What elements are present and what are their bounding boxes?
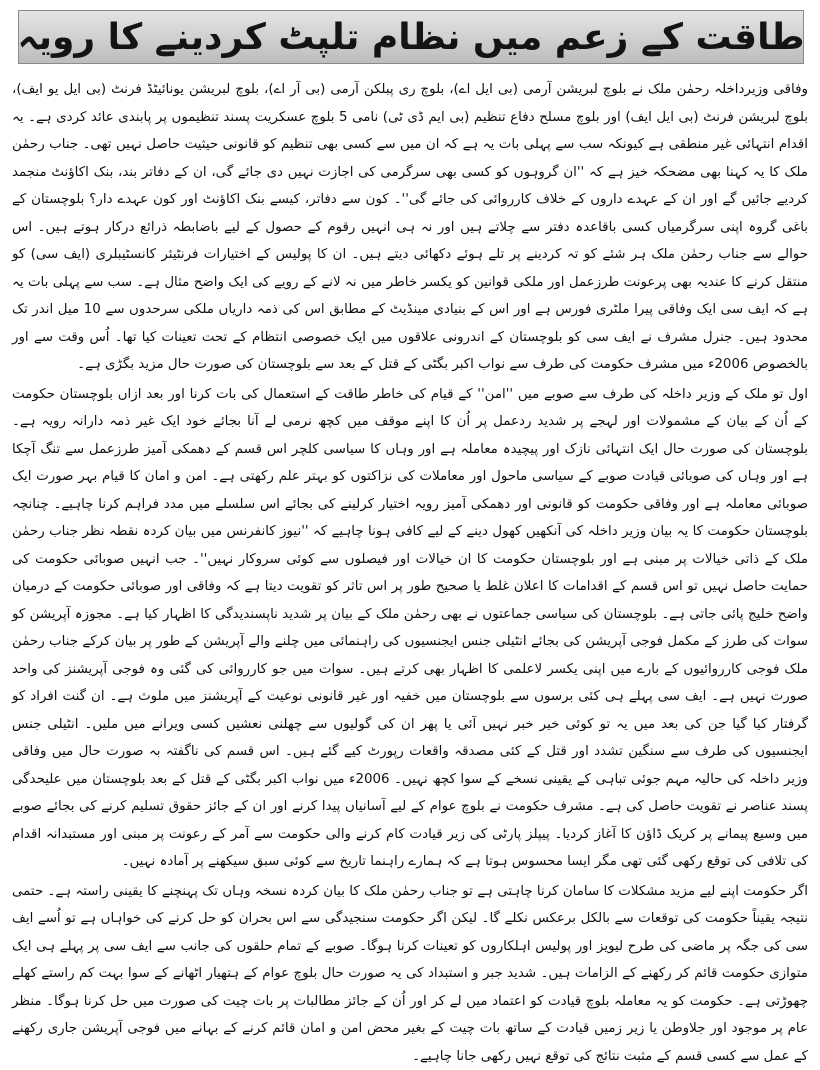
headline: طاقت کے زعم میں نظام تلپٹ کردینے کا رویہ <box>17 17 804 58</box>
paragraph: اگر حکومت اپنے لیے مزید مشکلات کا سامان کرنا چاہتی ہے تو جناب رحمٰن ملک کا بیان کردہ نسخہ وہاں تک پہنچنے کا یقینی راستہ ہے۔ حتمی نتیجہ یقیناً حکومت کی توقعات سے بالکل برعکس نکلے گا۔ لیکن اگر حکومت سنجیدگی سے اس بحران کو حل کرنے کی خواہاں ہے تو اُسے ایف سی کی جگہ پر ماضی کی طرح لیویز اور پولیس اہلکاروں کو تعینات کرنا ہوگا۔ صوبے کے تمام حلقوں کی جانب سے ایف سی پر پہلے ہی ایک متوازی حکومت قائم کر رکھنے کے الزامات ہیں۔ شدید جبر و استبداد کی یہ صورت حال بلوچ عوام کے ہتھیار اٹھانے کے سوا بہت کم راستے کھلے چھوڑتی ہے۔ حکومت کو یہ معاملہ بلوچ قیادت کو اعتماد میں لے کر اور اُن کے جائز مطالبات پر بات چیت کی صورت میں حل کرنا ہوگا۔ منظر عام پر موجود اور جلاوطن یا زیر زمیں قیادت کے ساتھ بات چیت کے بغیر محض امن و امان قائم کرنے کے بہانے میں فوجی آپریشن جاری رکھنے کے عمل سے کسی قسم کے مثبت نتائج کی توقع نہیں رکھی جانا چاہیے۔ <box>12 878 808 1070</box>
paragraph: اول تو ملک کے وزیر داخلہ کی طرف سے صوبے میں ''امن'' کے قیام کی خاطر طاقت کے استعمال کی بات کرنا اور بعد ازاں بلوچستان حکومت کے اُن کے بیان کے مشمولات اور لہجے پر شدید ردعمل پر اُن کا اپنے موقف میں کچھ نرمی لے آنا بجائے خود ایک غیر ذمہ دارانہ رویہ ہے۔ بلوچستان کی صورت حال ایک انتہائی نازک اور پیچیدہ معاملہ ہے اور وہاں کا سیاسی کلچر اس قسم کے دھمکی آمیز طرزعمل سے تنگ آچکا ہے اور وہاں کی صوبائی قیادت صوبے کے سیاسی ماحول اور معاملات کی نزاکتوں کو بہتر علم رکھتی ہے۔ امن و امان کا قیام بہر صورت ایک صوبائی معاملہ ہے اور وفاقی حکومت کو قانونی اور دھمکی آمیز رویہ اختیار کرلینے کی بجائے اس سلسلے میں مدد فراہم کرنا چاہیے۔ چنانچہ بلوچستان حکومت کا یہ بیان وزیر داخلہ کی آنکھیں کھول دینے کے لیے کافی ہونا چاہیے کہ ''نیوز کانفرنس میں بیان کردہ نقطہ نظر جناب رحمٰن ملک کے ذاتی خیالات پر مبنی ہے اور بلوچستان حکومت کا ان خیالات اور فیصلوں سے کوئی سروکار نہیں''۔ جب انہیں صوبائی حکومت کی حمایت حاصل نہیں تو اس قسم کے اقدامات کا اعلان غلط یا صحیح طور پر اس تاثر کو تقویت دیتا ہے کہ وفاقی اور صوبائی حکومت کے درمیان واضح خلیج پائی جاتی ہے۔ بلوچستان کی سیاسی جماعتوں نے بھی رحمٰن ملک کے بیان پر شدید ناپسندیدگی کا اظہار کیا ہے۔ مجوزہ آپریشن کو سوات کی طرز کے مکمل فوجی آپریشن کی بجائے انٹیلی جنس ایجنسیوں کی راہنمائی میں چلنے والے آپریشن کے طور پر بیان کرکے جناب رحمٰن ملک فوجی کارروائیوں کے بارے میں اپنی یکسر لاعلمی کا اظہار بھی کرتے ہیں۔ سوات میں جو کارروائی کی گئی وہ فوجی آپریشنز کی واحد صورت نہیں ہے۔ ایف سی پہلے ہی کئی برسوں سے بلوچستان میں خفیہ اور غیر قانونی نوعیت کے آپریشنز میں ملوث ہے۔ ان گنت افراد کو گرفتار کیا گیا جن کی بعد میں یہ تو کوئی خیر خبر نہیں آئی یا پھر ان کی گولیوں سے چھلنی نعشیں کسی ویرانے میں ملیں۔ انٹیلی جنس ایجنسیوں کی طرف سے سنگین تشدد اور قتل کے کئی مصدقہ واقعات رپورٹ کیے گئے ہیں۔ اس قسم کی ناگفتہ بہ صورت حال میں وفاقی وزیر داخلہ کی حالیہ مہم جوئی تباہی کے یقینی نسخے کے سوا کچھ نہیں۔ 2006ء میں نواب اکبر بگٹی کے قتل کے بعد بلوچستان میں علیحدگی پسند عناصر نے تقویت حاصل کی ہے۔ مشرف حکومت نے بلوچ عوام کے لیے آسانیاں پیدا کرنے اور ان کے جائز حقوق تسلیم کرنے کی بجائے صوبے میں وسیع پیمانے پر کریک ڈاؤن کا آغاز کردیا۔ پیپلز پارٹی کی زیر قیادت کام کرنے والی حکومت سے آمر کے رعونت پر مبنی اور مستبدانہ اقدام کی تلافی کی توقع رکھی گئی تھی مگر ایسا محسوس ہوتا ہے کہ ہمارے راہنما تاریخ سے کوئی سبق سیکھنے پر آمادہ نہیں۔ <box>12 381 808 876</box>
paragraph: وفاقی وزیرداخلہ رحمٰن ملک نے بلوچ لبریشن آرمی (بی ایل اے)، بلوچ ری پبلکن آرمی (بی آر اے)، بلوچ لبریشن یونائیٹڈ فرنٹ (بی ایل یو ایف)، بلوچ لبریشن فرنٹ (بی ایل ایف) اور بلوچ مسلح دفاع تنظیم (بی ایم ڈی ٹی) نامی 5 بلوچ عسکریت پسند تنظیموں پر پابندی عائد کردی ہے۔ یہ اقدام انتہائی غیر منطقی ہے کیونکہ سب سے پہلی بات یہ ہے کہ ان میں سے کسی بھی تنظیم کو قانونی حیثیت حاصل نہیں تھی۔ جناب رحمٰن ملک کا یہ کہنا بھی مضحکہ خیز ہے کہ ''ان گروہوں کو کسی بھی سرگرمی کی اجازت نہیں دی جائے گی، ان کے دفاتر بند، بنک اکاؤنٹ منجمد کردیے جائیں گے اور ان کے عہدے داروں کے خلاف کارروائی کی جائے گی''۔ کون سے دفاتر، کیسے بنک اکاؤنٹ اور کون عہدے دار؟ بلوچستان کے باغی گروہ اپنی سرگرمیاں کسی باقاعدہ دفتر سے چلاتے ہیں اور نہ ہی انہیں رقوم کے حصول کے لیے باضابطہ ذرائع درکار ہوتے ہیں۔ اس حوالے سے جناب رحمٰن ملک ہر شئے کو تہ کردینے پر تلے ہوئے دکھائی دیتے ہیں۔ ان کا پولیس کے اختیارات فرنٹیئر کانسٹیبلری (ایف سی) کو منتقل کرنے کا عندیہ بھی پرعونت طرزعمل اور ملکی قوانین کو یکسر خاطر میں نہ لانے کے رویے کی ایک واضح مثال ہے۔ سب سے پہلی بات یہ ہے کہ ایف سی ایک وفاقی پیرا ملٹری فورس ہے اور اس کے بنیادی مینڈیٹ کے مطابق اس کی ذمہ داریاں ملکی سرحدوں سے 10 میل اندر تک محدود ہیں۔ جنرل مشرف نے ایف سی کو بلوچستان کے اندرونی علاقوں میں ایک خصوصی انتظام کے تحت تعینات کیا تھا۔ اُس وقت سے اور بالخصوص 2006ء میں مشرف حکومت کی طرف سے نواب اکبر بگٹی کے قتل کے بعد سے بلوچستان کی صورت حال مزید بگڑی ہے۔ <box>12 76 808 379</box>
article-body <box>12 76 808 1026</box>
headline-banner <box>18 10 804 64</box>
